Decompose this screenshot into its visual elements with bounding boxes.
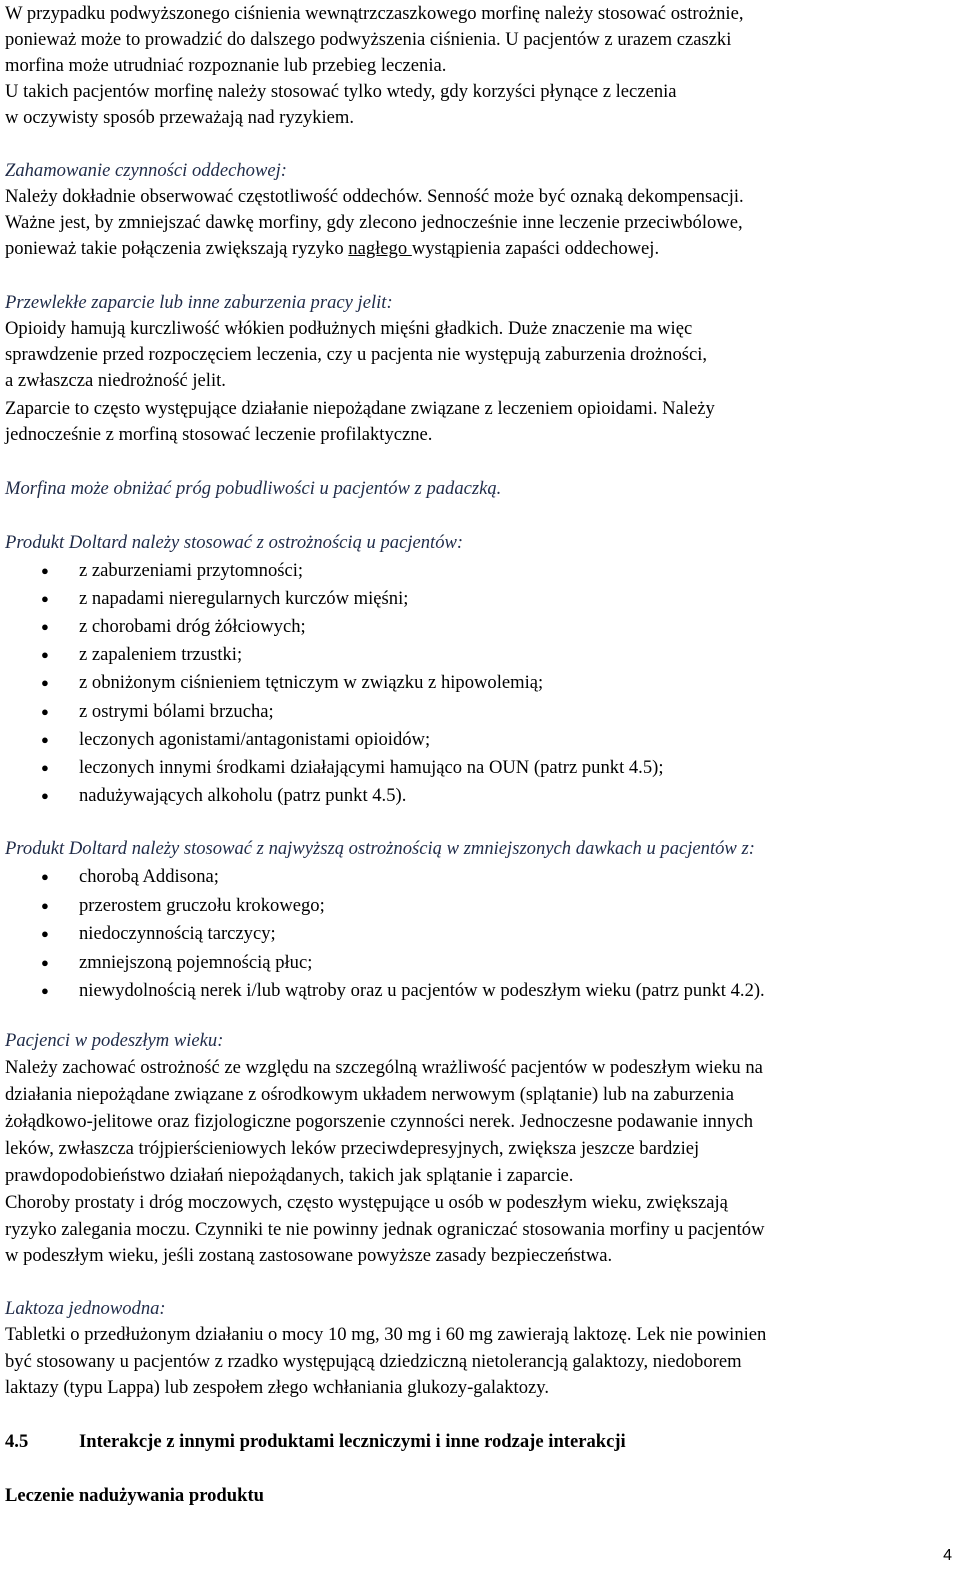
constipation-heading: Przewlekłe zaparcie lub inne zaburzenia pracy jelit: <box>5 292 393 313</box>
page-number: 4 <box>943 1547 952 1564</box>
section-number: 4.5 <box>5 1431 29 1452</box>
underlined-word: nagłego <box>348 238 412 259</box>
bullet-icon: ● <box>41 759 49 775</box>
list-item: z obniżonym ciśnieniem tętniczym w związku z hipowolemią; <box>79 672 544 694</box>
constipation-line-3: a zwłaszcza niedrożność jelit. <box>5 370 226 391</box>
elderly-line-4: leków, zwłaszcza trójpierścieniowych leków przeciwdepresyjnych, zwiększa jeszcze bardziej <box>5 1138 700 1159</box>
respiratory-line-3c: wystąpienia zapaści oddechowej. <box>411 238 660 259</box>
intro-line-4: U takich pacjentów morfinę należy stosować tylko wtedy, gdy korzyści płynące z leczenia <box>5 81 677 102</box>
list-item: leczonych agonistami/antagonistami opioidów; <box>79 728 431 750</box>
list-item: zmniejszoną pojemnością płuc; <box>79 951 313 973</box>
bullet-icon: ● <box>41 926 49 941</box>
elderly-line-1: Należy zachować ostrożność ze względu na szczególną wrażliwość pacjentów w podeszłym wieku na <box>5 1057 763 1078</box>
respiratory-heading: Zahamowanie czynności oddechowej: <box>5 160 287 181</box>
respiratory-line-2: Ważne jest, by zmniejszać dawkę morfiny, gdy zlecono jednocześnie inne leczenie przeciwbólowe, <box>5 212 743 233</box>
bullet-icon: ● <box>41 563 49 578</box>
elderly-line-7: ryzyko zalegania moczu. Czynniki te nie powinny jednak ograniczać stosowania morfiny u pacjentów <box>5 1219 765 1240</box>
elderly-line-8: w podeszłym wieku, jeśli zostaną zastosowane powyższe zasady bezpieczeństwa. <box>5 1245 613 1266</box>
epilepsy-heading: Morfina może obniżać próg pobudliwości u pacjentów z padaczką. <box>5 478 502 499</box>
elderly-line-5: prawdopodobieństwo działań niepożądanych, takich jak splątanie i zaparcie. <box>5 1165 574 1186</box>
list-item: z napadami nieregularnych kurczów mięśni; <box>79 588 409 610</box>
lactose-line-1: Tabletki o przedłużonym działaniu o mocy 10 mg, 30 mg i 60 mg zawierają laktozę. Lek nie powinien <box>5 1324 767 1345</box>
list-item: z chorobami dróg żółciowych; <box>79 616 306 638</box>
bullet-icon: ● <box>41 703 49 719</box>
lactose-line-3: laktazy (typu Lappa) lub zespołem złego wchłaniania glukozy-galaktozy. <box>5 1377 550 1398</box>
elderly-line-6: Choroby prostaty i dróg moczowych, często występujące u osób w podeszłym wieku, zwiększają <box>5 1192 728 1213</box>
lactose-line-2: być stosowany u pacjentów z rzadko występującą dziedziczną nietolerancją galaktozy, niedoborem <box>5 1351 742 1372</box>
elderly-line-2: działania niepożądane związane z ośrodkowym układem nerwowym (splątanie) lub na zaburzenia <box>5 1084 734 1105</box>
section-subheading: Leczenie nadużywania produktu <box>5 1485 264 1506</box>
bullet-icon: ● <box>41 897 49 913</box>
respiratory-line-3a: ponieważ takie połączenia zwiększają ryzyko <box>5 238 349 259</box>
constipation-line-5: jednocześnie z morfiną stosować leczenie profilaktyczne. <box>5 424 433 445</box>
intro-line-5: w oczywisty sposób przeważają nad ryzykiem. <box>5 107 355 128</box>
high-caution-heading: Produkt Doltard należy stosować z najwyższą ostrożnością w zmniejszonych dawkach u pacjentów z: <box>5 838 755 859</box>
bullet-icon: ● <box>41 869 49 884</box>
bullet-icon: ● <box>41 983 49 998</box>
constipation-line-1: Opioidy hamują kurczliwość włókien podłużnych mięśni gładkich. Duże znaczenie ma więc <box>5 318 693 339</box>
list-item: przerostem gruczołu krokowego; <box>79 894 325 916</box>
intro-line-1: W przypadku podwyższonego ciśnienia wewnątrzczaszkowego morfinę należy stosować ostrożnie, <box>5 3 744 24</box>
list-item: z zapaleniem trzustki; <box>79 644 243 666</box>
respiratory-line-1: Należy dokładnie obserwować częstotliwość oddechów. Senność może być oznaką dekompensacji. <box>5 186 744 207</box>
lactose-heading: Laktoza jednowodna: <box>5 1298 166 1319</box>
bullet-icon: ● <box>41 787 49 803</box>
bullet-icon: ● <box>41 731 49 747</box>
list-item: chorobą Addisona; <box>79 866 219 887</box>
bullet-icon: ● <box>41 619 49 635</box>
intro-line-3: morfina może utrudniać rozpoznanie lub przebieg leczenia. <box>5 55 447 76</box>
elderly-heading: Pacjenci w podeszłym wieku: <box>5 1030 224 1051</box>
bullet-icon: ● <box>41 675 49 691</box>
list-item: leczonych innymi środkami działającymi hamująco na OUN (patrz punkt 4.5); <box>79 756 664 778</box>
constipation-line-2: sprawdzenie przed rozpoczęciem leczenia, czy u pacjenta nie występują zaburzenia drożności, <box>5 344 708 365</box>
list-item: z ostrymi bólami brzucha; <box>79 700 274 722</box>
elderly-line-3: żołądkowo-jelitowe oraz fizjologiczne pogorszenie czynności nerek. Jednoczesne podawanie innych <box>5 1111 754 1132</box>
list-item: nadużywających alkoholu (patrz punkt 4.5). <box>79 784 407 806</box>
list-item: z zaburzeniami przytomności; <box>79 560 304 581</box>
bullet-icon: ● <box>41 954 49 970</box>
intro-line-2: ponieważ może to prowadzić do dalszego podwyższenia ciśnienia. U pacjentów z urazem czaszki <box>5 29 732 50</box>
list-item: niedoczynnością tarczycy; <box>79 923 276 944</box>
bullet-icon: ● <box>41 647 49 663</box>
bullet-icon: ● <box>41 591 49 607</box>
caution-heading: Produkt Doltard należy stosować z ostrożnością u pacjentów: <box>5 532 464 553</box>
list-item: niewydolnością nerek i/lub wątroby oraz u pacjentów w podeszłym wieku (patrz punkt 4.2). <box>79 980 765 1001</box>
respiratory-line-3 <box>5 236 659 262</box>
constipation-line-4: Zaparcie to często występujące działanie niepożądane związane z leczeniem opioidami. Należy <box>5 398 715 419</box>
section-title: Interakcje z innymi produktami leczniczymi i inne rodzaje interakcji <box>79 1431 626 1452</box>
